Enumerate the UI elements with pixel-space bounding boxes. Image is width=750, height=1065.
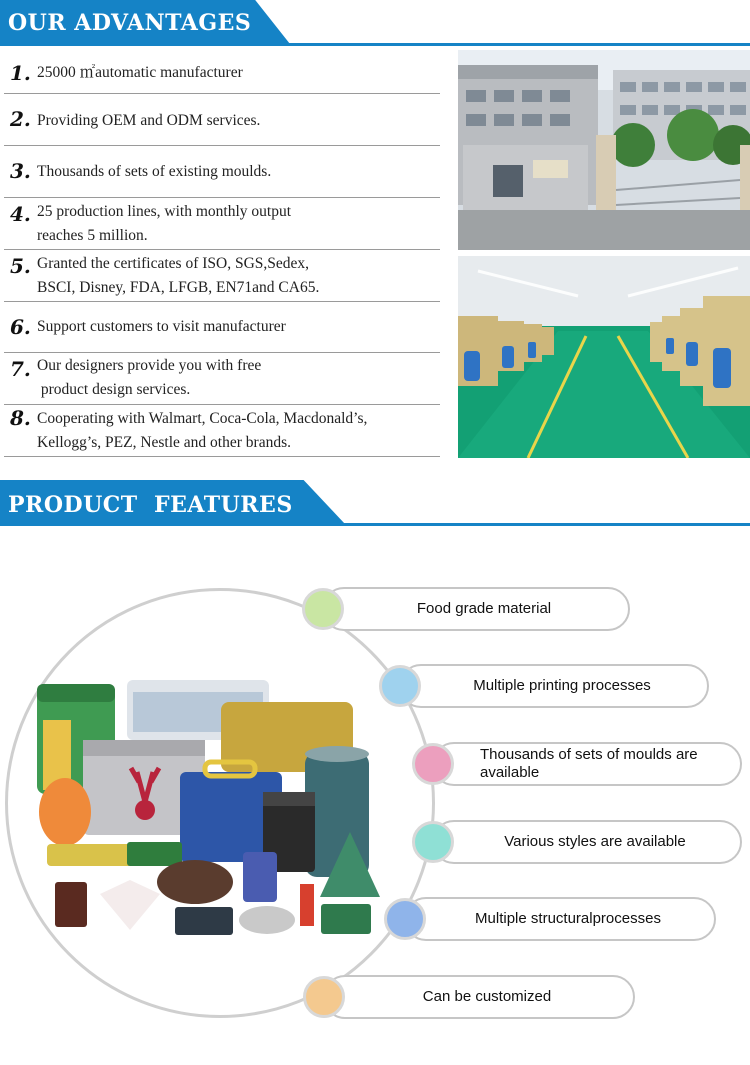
header-rule bbox=[0, 523, 750, 526]
feature-label: Multiple printing processes bbox=[473, 677, 651, 694]
list-item bbox=[4, 353, 440, 405]
item-number: 1. bbox=[10, 61, 31, 85]
feature-pill bbox=[322, 587, 630, 631]
feature-pill bbox=[399, 664, 709, 708]
bubble-icon bbox=[412, 743, 454, 785]
item-number: 5. bbox=[10, 254, 31, 278]
item-text: Providing OEM and ODM services. bbox=[37, 112, 261, 129]
bubble-icon bbox=[379, 665, 421, 707]
feature-customized bbox=[303, 975, 635, 1019]
feature-pill bbox=[432, 742, 742, 786]
list-item bbox=[4, 198, 440, 250]
feature-label: Various styles are available bbox=[504, 833, 686, 850]
feature-pill bbox=[432, 820, 742, 864]
list-item bbox=[4, 302, 440, 353]
feature-moulds bbox=[412, 742, 744, 786]
list-item bbox=[4, 146, 440, 198]
item-number: 7. bbox=[10, 357, 31, 381]
feature-label: Can be customized bbox=[422, 988, 552, 1005]
tin-boxes-image bbox=[25, 672, 385, 942]
features-header bbox=[0, 480, 750, 528]
item-number: 8. bbox=[10, 406, 31, 430]
feature-label: Multiple structuralprocesses bbox=[475, 910, 661, 927]
bubble-icon bbox=[303, 976, 345, 1018]
list-item bbox=[4, 50, 440, 94]
list-item bbox=[4, 94, 440, 146]
feature-structural bbox=[384, 897, 716, 941]
advantages-title: OUR ADVANTAGES bbox=[8, 10, 252, 36]
feature-pill bbox=[323, 975, 635, 1019]
feature-styles bbox=[412, 820, 744, 864]
feature-label: Thousands of sets of moulds are available bbox=[480, 746, 698, 781]
list-item bbox=[4, 250, 440, 302]
feature-label: Food grade material bbox=[416, 600, 552, 617]
item-text: 25000 ㎡automatic manufacturer bbox=[37, 64, 243, 81]
item-text: Granted the certificates of ISO, SGS,Sedex, BSCI, Disney, FDA, LFGB, EN71and CA65. bbox=[37, 255, 320, 296]
item-number: 4. bbox=[10, 202, 31, 226]
item-text: Cooperating with Walmart, Coca-Cola, Macdonald’s, Kellogg’s, PEZ, Nestle and other brands. bbox=[37, 410, 368, 451]
list-item bbox=[4, 405, 440, 457]
features-title: PRODUCT FEATURES bbox=[8, 492, 293, 518]
bubble-icon bbox=[302, 588, 344, 630]
item-text: 25 production lines, with monthly output reaches 5 million. bbox=[37, 203, 292, 244]
factory-building-photo bbox=[458, 50, 750, 250]
feature-food-grade bbox=[302, 587, 632, 631]
workshop-photo bbox=[458, 256, 750, 458]
item-number: 2. bbox=[10, 107, 31, 131]
advantages-header bbox=[0, 0, 750, 48]
bubble-icon bbox=[384, 898, 426, 940]
header-rule bbox=[0, 43, 750, 46]
item-text: Our designers provide you with free product design services. bbox=[37, 357, 262, 398]
item-text: Support customers to visit manufacturer bbox=[37, 318, 286, 335]
item-number: 6. bbox=[10, 315, 31, 339]
feature-pill bbox=[404, 897, 716, 941]
bubble-icon bbox=[412, 821, 454, 863]
item-text: Thousands of sets of existing moulds. bbox=[37, 163, 272, 180]
item-number: 3. bbox=[10, 159, 31, 183]
feature-printing bbox=[379, 664, 711, 708]
